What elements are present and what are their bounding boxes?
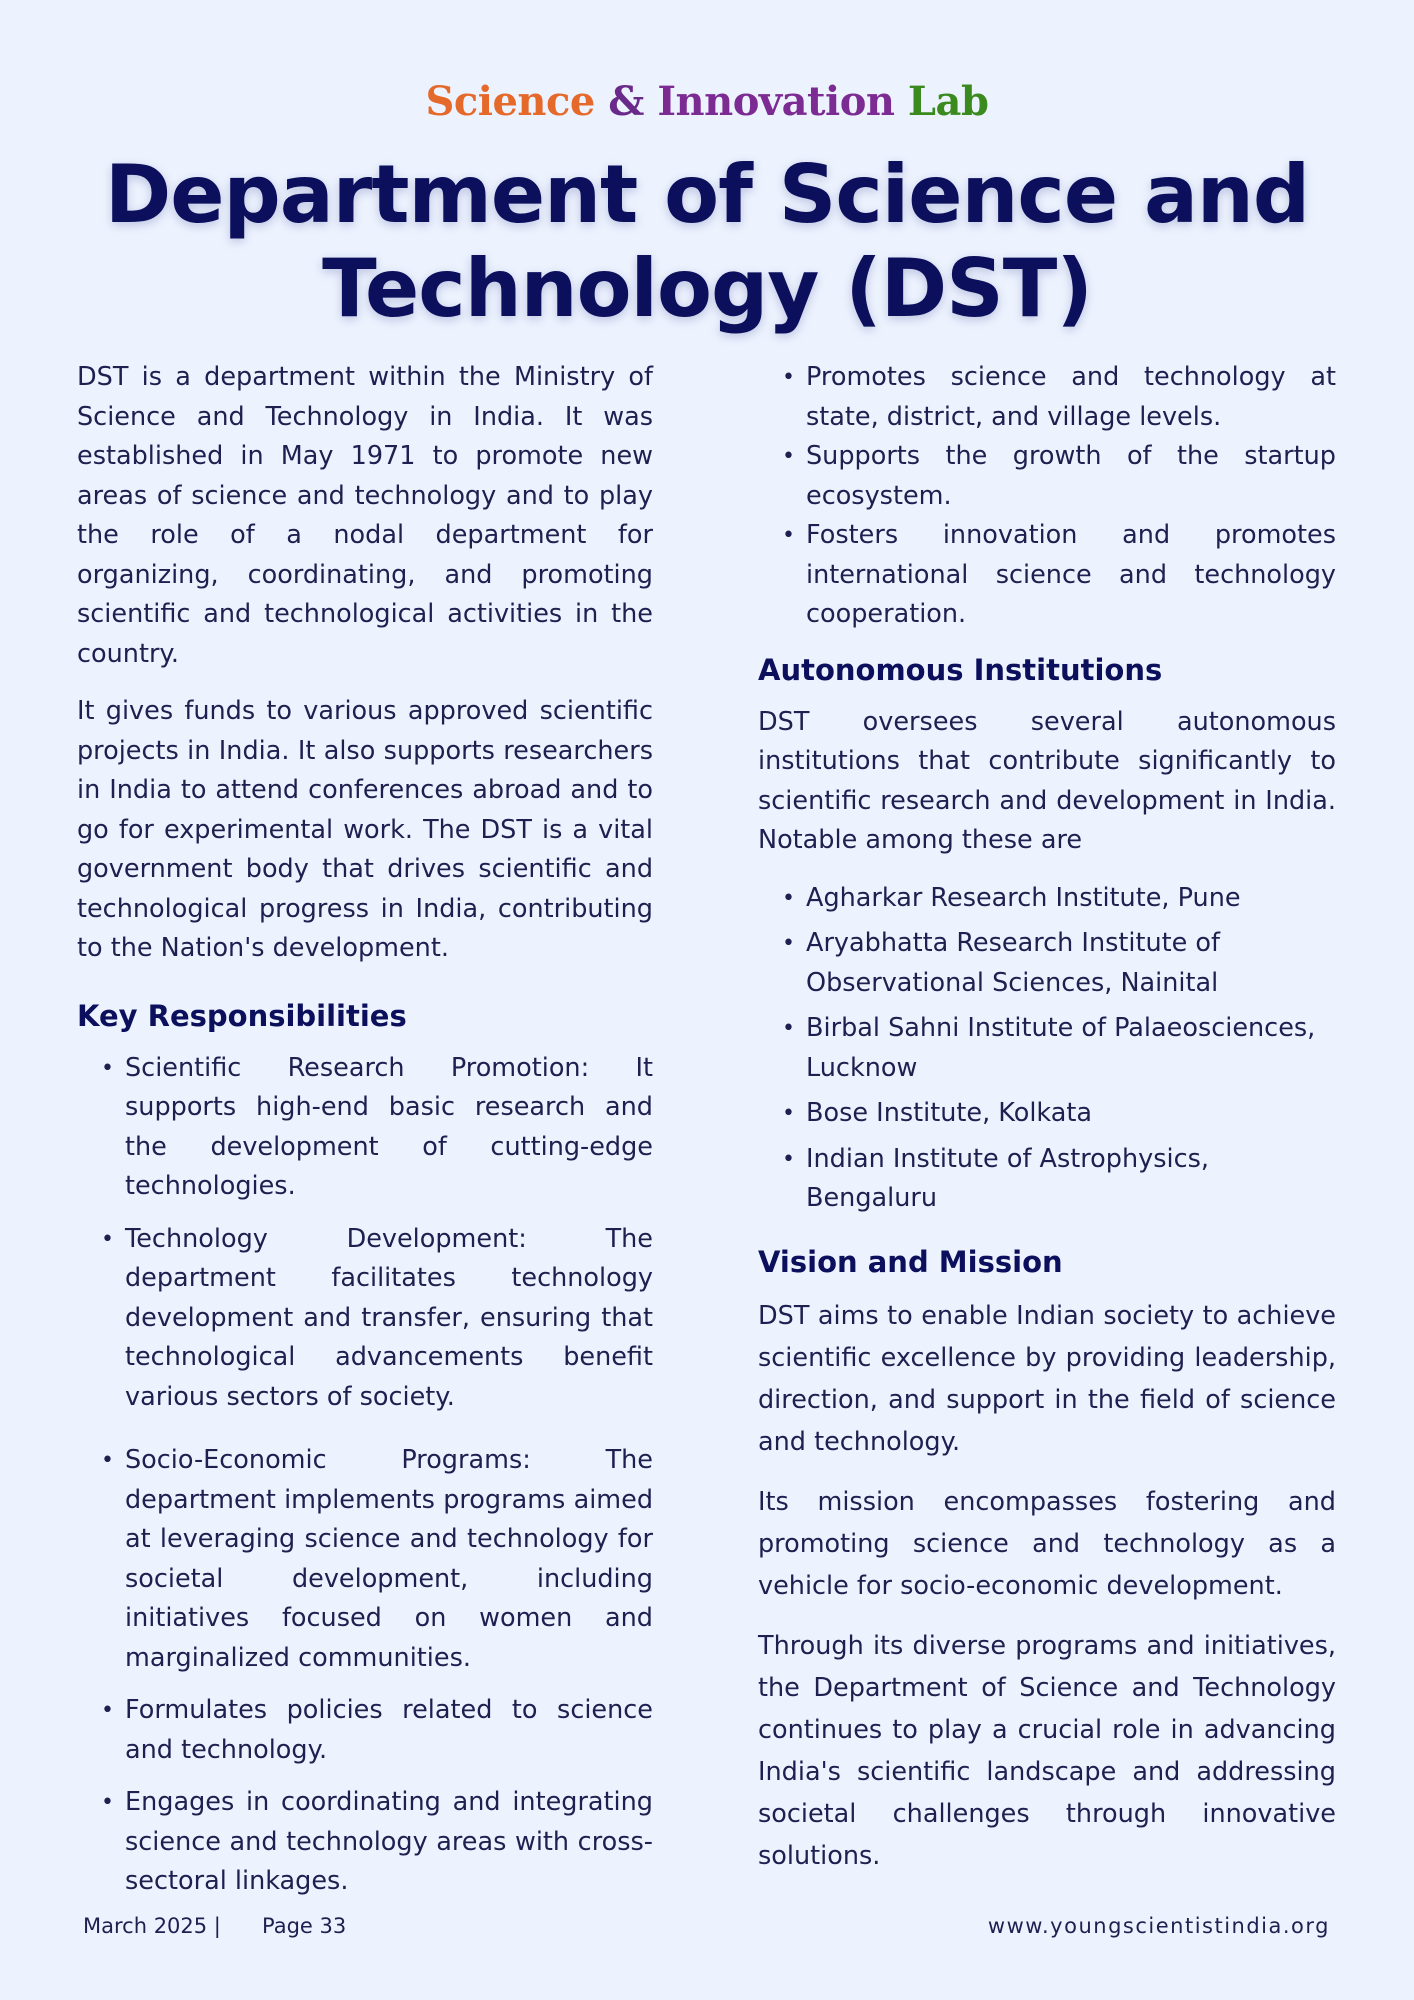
right-column — [758, 358, 1336, 1895]
bullet-icon: • — [782, 523, 795, 548]
list-item — [77, 1220, 653, 1418]
intro-paragraph: DST is a department within the Ministry of Science and Technology in India. It was established in May 1971 to promote new areas of science and technology and to play the role of a nodal department for organizing, coordinating, and promoting scientific and technological activities in the country. — [77, 362, 653, 669]
bullet-icon: • — [782, 365, 795, 390]
intro-paragraph: It gives funds to various approved scientific projects in India. It also supports researchers in India to attend conferences abroad and to go for experimental work. The DST is a vital government body that drives scientific and technological progress in India, contributing to the Nation's development. — [77, 696, 653, 963]
footer-website-link[interactable]: www.youngscientistindia.org — [987, 1914, 1330, 1938]
kicker-science: Science — [425, 78, 595, 125]
list-item — [758, 1094, 1336, 1134]
list-item — [758, 879, 1336, 919]
list-item-text: Engages in coordinating and integrating science and technology areas with cross-sectoral linkages. — [125, 1787, 653, 1896]
bullet-icon: • — [101, 1226, 114, 1252]
list-item-text: Aryabhatta Research Institute of Observational Sciences, Nainital — [806, 928, 1221, 998]
bullet-icon: • — [101, 1790, 114, 1815]
vision-paragraph: DST aims to enable Indian society to achieve scientific excellence by providing leadership, direction, and support in the field of science and technology. — [758, 1300, 1336, 1457]
list-item-text: Promotes science and technology at state, district, and village levels. — [806, 362, 1336, 432]
responsibilities-list-continued — [758, 358, 1336, 635]
bullet-icon: • — [782, 1146, 795, 1172]
list-item — [758, 516, 1336, 635]
left-column — [77, 358, 653, 1915]
list-item-text: Scientific Research Promotion: It supports high-end basic research and the development of cutting-edge technologies. — [125, 1052, 653, 1201]
section-heading-key-responsibilities: Key Responsibilities — [77, 998, 407, 1033]
section-heading-vision-mission: Vision and Mission — [758, 1244, 1063, 1279]
bullet-icon: • — [782, 885, 795, 911]
list-item-text: Technology Development: The department facilitates technology development and transfer, ensuring that technological advancements benefit various sectors of society. — [125, 1223, 653, 1412]
footer-page-number: Page 33 — [262, 1914, 347, 1938]
kicker-innovation: Innovation — [657, 78, 895, 125]
list-item — [758, 924, 1336, 1003]
vision-paragraph: Through its diverse programs and initiatives, the Department of Science and Technology continues to play a crucial role in advancing India's scientific landscape and addressing societal challenges through innovative solutions. — [758, 1630, 1336, 1871]
list-item — [77, 1783, 653, 1902]
list-item — [77, 1441, 653, 1678]
page-title: Department of Science and Technology (DST) — [104, 148, 1310, 335]
kicker-ampersand: & — [608, 78, 644, 125]
list-item — [758, 1140, 1336, 1219]
list-item-text: Indian Institute of Astrophysics, Bengaluru — [806, 1143, 1210, 1213]
autonomous-intro: DST oversees several autonomous institutions that contribute significantly to scientific research and development in India. Notable among these are — [758, 706, 1336, 855]
list-item-text: Fosters innovation and promotes international science and technology cooperation. — [806, 520, 1336, 629]
bullet-icon: • — [101, 1448, 114, 1473]
magazine-section-label — [0, 78, 1414, 125]
responsibilities-list — [77, 1049, 653, 1902]
footer-date: March 2025 | — [83, 1914, 221, 1938]
institutions-list — [758, 879, 1336, 1219]
bullet-icon: • — [782, 1016, 795, 1041]
list-item-text: Agharkar Research Institute, Pune — [806, 882, 1241, 913]
list-item — [758, 437, 1336, 516]
bullet-icon: • — [101, 1055, 114, 1081]
list-item — [758, 1009, 1336, 1088]
list-item-text: Bose Institute, Kolkata — [806, 1098, 1092, 1128]
list-item — [77, 1691, 653, 1770]
bullet-icon: • — [782, 444, 795, 469]
list-item — [758, 358, 1336, 437]
bullet-icon: • — [782, 931, 795, 956]
bullet-icon: • — [101, 1698, 114, 1723]
kicker-lab: Lab — [907, 78, 989, 125]
list-item-text: Formulates policies related to science and technology. — [125, 1695, 653, 1765]
list-item-text: Supports the growth of the startup ecosystem. — [806, 441, 1336, 511]
section-heading-autonomous-institutions: Autonomous Institutions — [758, 652, 1163, 687]
bullet-icon: • — [782, 1101, 795, 1126]
list-item-text: Birbal Sahni Institute of Palaeosciences, Lucknow — [806, 1013, 1316, 1083]
list-item-text: Socio-Economic Programs: The department implements programs aimed at leveraging science and technology for societal development, including initiatives focused on women and marginalized communities. — [125, 1445, 653, 1673]
vision-paragraph: Its mission encompasses fostering and promoting science and technology as a vehicle for socio-economic development. — [758, 1486, 1336, 1601]
list-item — [77, 1049, 653, 1207]
